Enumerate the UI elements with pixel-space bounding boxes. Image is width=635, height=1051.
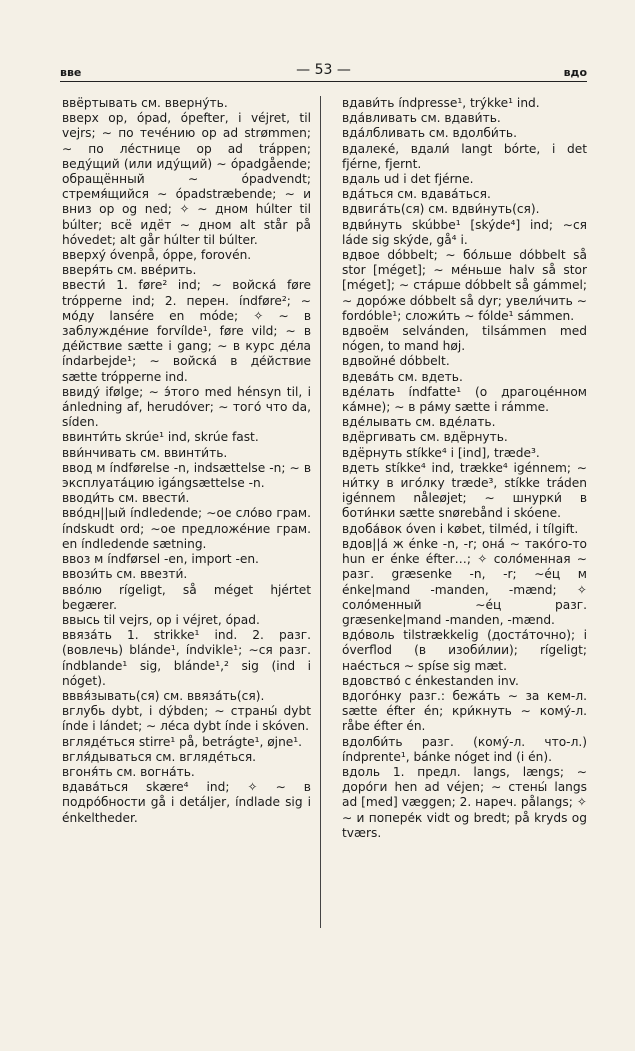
dictionary-entry: вввя́зывать(ся) см. ввяза́ть(ся). (62, 688, 265, 703)
dictionary-entry: ввинти́ть skrúe¹ ind, skrúe fast. (62, 430, 259, 445)
dictionary-entry: вда́ться см. вдава́ться. (342, 187, 491, 202)
dictionary-entry: вдёрнуть stíkke⁴ i [ind], træde³. (342, 445, 540, 460)
dictionary-entry: вдоба́вок óven i købet, tilméd, i tílgift. (342, 521, 579, 536)
dictionary-entry: ввоз м índførsel -en, import -en. (62, 552, 259, 567)
dictionary-entry: вверя́ть см. вве́рить. (62, 263, 197, 278)
dictionary-entry: вдого́нку разг.: бежа́ть ∼ за кем-л. sætte éfter én; кри́кнуть ∼ кому́-л. råbe éfter én. (342, 688, 587, 734)
dictionary-entry: вверху́ óvenpå, óppe, forovén. (62, 248, 252, 263)
dictionary-entry: ввести́ 1. føre² ind; ∼ войска́ føre trópperne ind; 2. перен. índføre²; ∼ мо́ду lansére en móde; ✧ ∼ в заблужде́ние forvílde¹, føre vild; ∼ в де́йствие sætte i gang; ∼ в курс де́ла índarbejde¹; ∼ войска́ в де́йствие sætte trópperne ind. (62, 278, 311, 384)
dictionary-entry: ввиду́ ifølge; ∼ э́того med hénsyn til, i ánledning af, herudóver; ∼ того́ что da, síden. (62, 384, 311, 430)
right-guide-word: вдо (563, 66, 587, 79)
dictionary-entry: вглубь dybt, i dýbden; ∼ страны́ dybt índe i lándet; ∼ ле́са dybt índe i skóven. (62, 704, 311, 734)
dictionary-entry: вдаль ud i det fjérne. (342, 172, 474, 187)
header-rule (60, 81, 587, 82)
dictionary-entry: вдеть stíkke⁴ ind, trække⁴ igénnem; ∼ ни́тку в иго́лку træde³, stíkke tráden igénnem nåleøjet; ∼ шнурки́ в боти́нки sætte snørebånd i skóene. (342, 460, 587, 521)
dictionary-entry: вгляде́ться stirre¹ på, betrágte¹, øjne¹. (62, 734, 303, 749)
dictionary-entry: ввёртывать см. вверну́ть. (62, 96, 228, 110)
column-divider (320, 96, 321, 928)
dictionary-entry: ввысь til vejrs, op i véjret, ópad. (62, 612, 260, 627)
dictionary-entry: вверх op, ópad, ópefter, i véjret, til vejrs; ∼ по тече́нию op ad strømmen; ∼ по ле́стнице op ad tráppen; веду́щий (или иду́щий) ∼ ópadgående; обращённый ∼ ópadvendt; стремя́щийся ∼ ópadstræbende; ∼ и вниз op og ned; ✧ ∼ дном húlter til búlter; всё идёт ∼ дном alt står på hóvedet; alt går húlter til búlter. (62, 111, 311, 247)
dictionary-entry: вгля́дываться см. вгляде́ться. (62, 749, 257, 764)
dictionary-entry: вдвойне́ dóbbelt. (342, 354, 450, 369)
left-guide-word: вве (60, 66, 82, 79)
dictionary-entry: вдави́ть índpresse¹, trýkke¹ ind. (342, 96, 540, 110)
dictionary-entry: ввод м índførelse -n, indsættelse -n; ∼ в эксплуата́цию igángsættelse -n. (62, 460, 311, 491)
dictionary-entry: вде́лывать см. вде́лать. (342, 415, 496, 430)
dictionary-entry: вда́лбливать см. вдолби́ть. (342, 126, 517, 141)
dictionary-entry: вдалеке́, вдали́ langt bórte, i det fjérne, fjernt. (342, 141, 587, 171)
dictionary-entry: вдава́ться skære⁴ ind; ✧ ∼ в подро́бности gå i detáljer, índlade sig i énkeltheder. (62, 780, 311, 825)
dictionary-entry: вво́лю rígeligt, så méget hjértet begærer. (62, 582, 311, 612)
dictionary-entry: вдо́воль tilstrækkelig (доста́точно); i óverflod (в изоби́лии); rígeligt; нае́сться ∼ spíse sig mæt. (342, 628, 587, 673)
dictionary-entry: вгоня́ть см. вогна́ть. (62, 764, 195, 779)
dictionary-entry: вдвига́ть(ся) см. вдви́нуть(ся). (342, 202, 540, 217)
page-header (60, 62, 587, 80)
dictionary-entry: вдов||а́ ж énke -n, -r; она́ ∼ тако́го-то hun er énke éfter…; ✧ соло́менная ∼ разг. græsenke -n, -r; ∼éц м énke|mand -manden, -mænd; ✧ соло́менный ∼éц разг. græsenke|mand -manden, -mænd. (342, 536, 587, 627)
dictionary-entry: вдовство́ с énkestanden inv. (342, 673, 519, 688)
dictionary-entry: вво́дн||ый índledende; ∼oe сло́во грам. índskudt ord; ∼oe предложе́ние грам. en índledende sætning. (62, 506, 311, 551)
dictionary-entry: вдвое dóbbelt; ∼ бо́льше dóbbelt så stor [méget]; ∼ ме́ньше halv så stor [méget]; ∼ ста́рше dóbbelt så gámmel; ∼ доро́же dóbbelt så dyr; увели́чить ∼ fordóble¹; сложи́ть ∼ fólde¹ sámmen. (342, 248, 587, 323)
dictionary-entry: вводи́ть см. ввести́. (62, 491, 190, 506)
page-number: — 53 — (296, 62, 351, 78)
dictionary-entry: вдви́нуть skúbbe¹ [skýde⁴] ind; ∼ся láde sig skýde, gå⁴ i. (342, 217, 587, 247)
dictionary-entry: вда́вливать см. вдави́ть. (342, 111, 501, 126)
dictionary-entry: вдёргивать см. вдёрнуть. (342, 430, 508, 445)
dictionary-entry: вви́нчивать см. ввинти́ть. (62, 445, 228, 460)
dictionary-entry: вдоль 1. предл. langs, længs; ∼ доро́ги hen ad véjen; ∼ стены́ langs ad [med] væggen; 2. нареч. pålangs; ✧ ∼ и попере́к vidt og bredt; på kryds og tværs. (342, 764, 587, 840)
left-column (62, 96, 311, 936)
dictionary-entry: вде́лать índfatte¹ (о драгоце́нном ка́мне); ∼ в ра́му sætte i rámme. (342, 384, 587, 415)
dictionary-entry: ввози́ть см. ввезти́. (62, 567, 188, 582)
dictionary-entry: вдолби́ть разг. (кому́-л. что-л.) índprente¹, bánke nóget ind (i én). (342, 734, 587, 764)
dictionary-entry: вдвоём selvánden, tilsámmen med nógen, to mand høj. (342, 324, 587, 354)
dictionary-entry: ввяза́ть 1. strikke¹ ind. 2. разг. (вовлечь) blánde¹, índvikle¹; ∼ся разг. índblande¹ sig, blánde¹,² sig (ind i nóget). (62, 628, 311, 688)
right-column (342, 96, 587, 936)
dictionary-entry: вдева́ть см. вдеть. (342, 369, 463, 384)
